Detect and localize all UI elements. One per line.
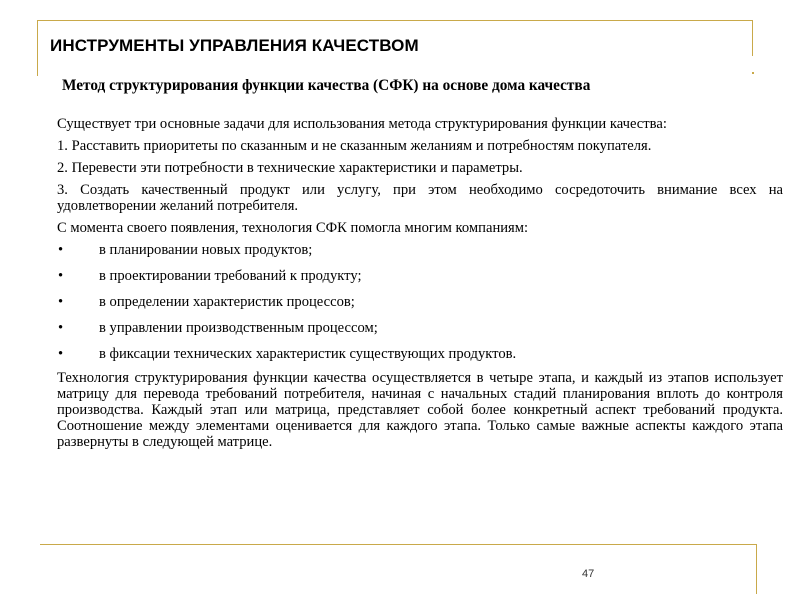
frame-bottom-right-vertical-line	[756, 544, 757, 594]
bullet-text: в управлении производственным процессом;	[99, 320, 378, 336]
slide-title: ИНСТРУМЕНТЫ УПРАВЛЕНИЯ КАЧЕСТВОМ	[50, 36, 419, 55]
bullet-icon: •	[58, 268, 64, 284]
page-number: 47	[582, 568, 595, 580]
frame-top-horizontal-line	[37, 20, 753, 21]
bullet-text: в фиксации технических характеристик существующих продуктов.	[99, 346, 517, 362]
bullet-item	[57, 320, 783, 336]
frame-accent-dot	[752, 72, 754, 74]
bullet-icon: •	[58, 320, 64, 336]
bullet-item	[57, 294, 783, 310]
frame-bottom-horizontal-line	[40, 544, 756, 545]
conclusion-paragraph: Технология структурирования функции качества осуществляется в четыре этапа, и каждый из этапов использует матрицу для перевода требований потребителя, начиная с начальных стадий планирования вплоть до контроля производства. Каждый этап или матрица, представляет собой более конкретный аспект требований продукта. Соотношение между элементами оценивается для каждого этапа. Только самые важные аспекты каждого этапа развернуты в следующей матрице.	[57, 370, 783, 450]
bullet-icon: •	[58, 242, 64, 258]
frame-top-left-vertical-line	[37, 20, 38, 76]
bullet-icon: •	[58, 294, 64, 310]
slide-body	[57, 116, 783, 456]
bullet-text: в проектировании требований к продукту;	[99, 268, 362, 284]
bullet-text: в планировании новых продуктов;	[99, 242, 313, 258]
bullet-icon: •	[58, 346, 64, 362]
bullet-item	[57, 242, 783, 258]
bullet-list	[57, 242, 783, 362]
task-item-2: 2. Перевести эти потребности в технические характеристики и параметры.	[57, 160, 523, 176]
task-item-1: 1. Расставить приоритеты по сказанным и не сказанным желаниям и потребностям покупателя.	[57, 138, 652, 154]
bullet-text: в определении характеристик процессов;	[99, 294, 355, 310]
task-item-3: 3. Создать качественный продукт или услугу, при этом необходимо сосредоточить внимание всех на удовлетворении желаний потребителя.	[57, 182, 783, 214]
lead-in-paragraph: С момента своего появления, технология СФК помогла многим компаниям:	[57, 220, 529, 236]
slide-subtitle: Метод структурирования функции качества (СФК) на основе дома качества	[62, 77, 591, 94]
bullet-item	[57, 268, 783, 284]
intro-paragraph: Существует три основные задачи для использования метода структурирования функции качества:	[57, 116, 667, 132]
bullet-item	[57, 346, 783, 362]
frame-top-right-vertical-line	[752, 20, 753, 56]
